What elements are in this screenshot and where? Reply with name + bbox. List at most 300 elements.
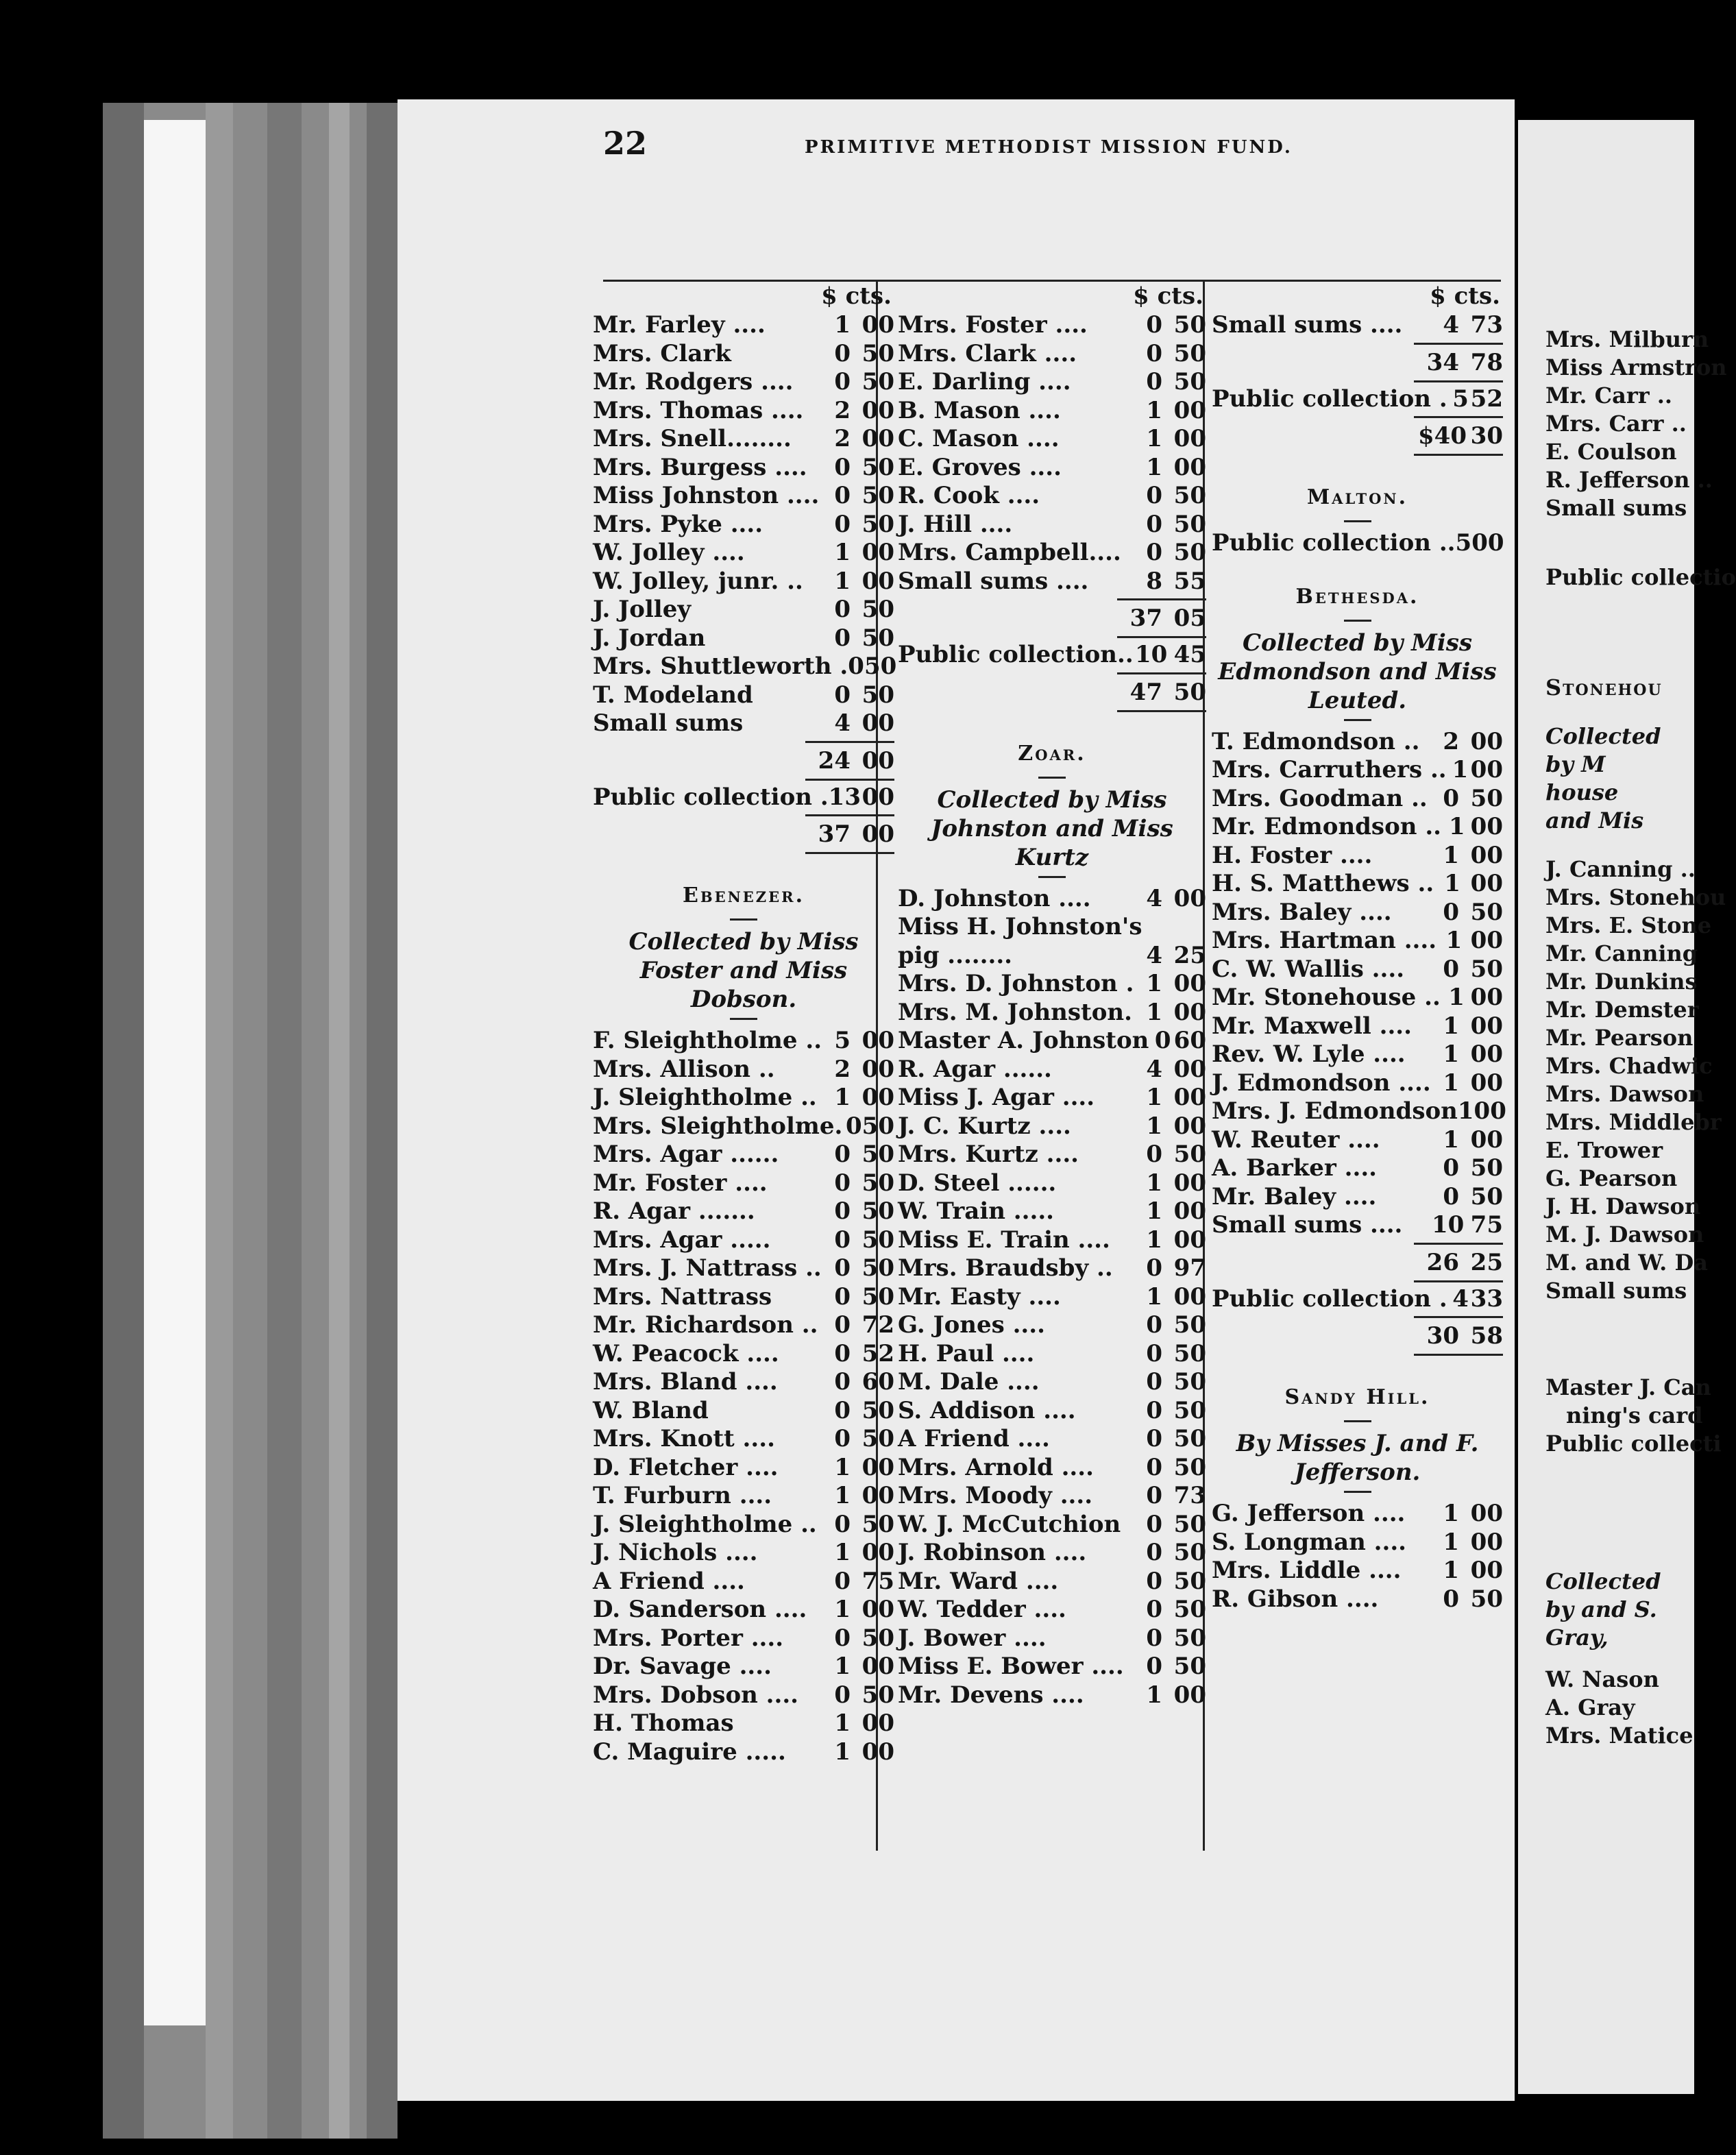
amount-cents: 52 (861, 1339, 894, 1367)
ledger-row (898, 1084, 1206, 1112)
amount-dollars: 4 (1146, 884, 1162, 912)
ledger-row (898, 1112, 1206, 1141)
ledger-row (593, 311, 894, 340)
amount-cents: 00 (861, 567, 894, 595)
fragment-line (1545, 592, 1724, 674)
donor-name: A Friend .... (898, 1425, 1050, 1452)
amount-dollars: 0 (1443, 784, 1459, 812)
ledger-row (898, 1141, 1206, 1169)
amount-cents: 00 (1173, 1226, 1206, 1254)
ledger-row (593, 1454, 894, 1483)
ledger-row (1212, 813, 1503, 842)
amount-cents: 00 (861, 1653, 894, 1680)
amount-cents: 00 (861, 1709, 894, 1737)
ledger-row (593, 1709, 894, 1738)
amount-cents: 00 (861, 1596, 894, 1623)
amount-cents: 50 (1173, 1567, 1206, 1595)
amount-dollars: 4 (1146, 1055, 1162, 1083)
donor-name: H. Thomas (593, 1709, 734, 1737)
donor-name: D. Sanderson .... (593, 1596, 807, 1623)
amount-cents: 50 (861, 1141, 894, 1168)
amount-cents: 00 (1470, 756, 1503, 783)
section-dash (1344, 1420, 1371, 1422)
amount-cents: 50 (861, 1396, 894, 1424)
donor-name: Mr. Rodgers .... (593, 368, 794, 395)
amount-dollars: 1 (1146, 396, 1162, 424)
amount-dollars: 0 (834, 596, 851, 623)
ledger-row (593, 783, 894, 812)
fragment-line: Mr. Dunkins (1545, 969, 1698, 995)
amount-cents: 50 (1470, 784, 1503, 812)
donor-name: Mr. Stonehouse .. (1212, 984, 1441, 1011)
donor-name: Mr. Baley .... (1212, 1182, 1377, 1210)
collectors-note: Collected by Miss Edmondson and Miss Leuted. (1218, 629, 1497, 714)
section-dash (730, 1018, 757, 1020)
amount-dollars: 2 (834, 425, 851, 452)
ledger-row (898, 1454, 1206, 1483)
ledger-row (898, 1425, 1206, 1454)
ledger-row (898, 397, 1206, 426)
donor-name: Mr. Ward .... (898, 1567, 1059, 1595)
amount-dollars: 1 (834, 1482, 851, 1509)
total-dollars: 26 (1426, 1248, 1459, 1276)
ledger-row (898, 1511, 1206, 1539)
donor-name: W. Reuter .... (1212, 1125, 1380, 1154)
amount-dollars: 0 (834, 368, 851, 395)
donor-name: Public collection .. (1212, 529, 1456, 557)
donor-name: Mr. Richardson .. (593, 1311, 818, 1339)
amount-dollars: 13 (828, 783, 861, 811)
amount-dollars: 0 (1146, 1453, 1162, 1481)
donor-name: Master A. Johnston (898, 1027, 1149, 1054)
donor-name: J. Edmondson .... (1212, 1069, 1431, 1097)
ledger-row (898, 1340, 1206, 1369)
amount-dollars: 4 (1443, 311, 1459, 339)
donor-name: H. Paul .... (898, 1339, 1035, 1367)
fragment-line: Mrs. Dawson (1545, 1081, 1704, 1107)
ledger-row (898, 511, 1206, 539)
donor-name: Miss E. Bower .... (898, 1653, 1124, 1680)
amount-dollars: 1 (1146, 1681, 1162, 1709)
ledger-column-1 (593, 281, 897, 1766)
total-rule (1414, 1243, 1503, 1245)
donor-name: C. Maguire ..... (593, 1738, 786, 1766)
donor-name: J. Jolley (593, 596, 692, 623)
ledger-row (593, 1425, 894, 1454)
donor-name: Public collection.. (898, 641, 1134, 668)
ledger-row (898, 311, 1206, 340)
ledger-row (593, 1511, 894, 1539)
ledger-row (898, 454, 1206, 483)
donor-name: A. Barker .... (1212, 1154, 1378, 1182)
amount-dollars: 1 (1146, 1112, 1162, 1140)
fragment-line: A. Gray (1545, 1694, 1635, 1720)
ledger-row (593, 681, 894, 710)
ledger-row (593, 1027, 894, 1056)
amount-dollars: 0 (1146, 482, 1162, 509)
total-dollars: 24 (818, 746, 851, 775)
ledger-row (593, 1112, 894, 1141)
amount-cents: 50 (1173, 368, 1206, 395)
amount-dollars: 1 (1146, 453, 1162, 481)
spacer (593, 857, 894, 877)
donor-name: Mrs. J. Edmondson (1212, 1097, 1458, 1125)
ledger-row (1212, 1040, 1503, 1069)
fragment-line: Miss Armstron (1545, 354, 1727, 380)
ledger-row (1212, 1529, 1503, 1557)
fragment-line: Mr. Pearson (1545, 1025, 1694, 1051)
total-rule (1117, 710, 1206, 712)
total-rule (1414, 1280, 1503, 1282)
amount-dollars: 0 (1146, 1539, 1162, 1566)
amount-cents: 50 (1470, 1585, 1503, 1613)
page-number: 22 (603, 125, 648, 162)
donor-name: Mrs. M. Johnston. (898, 998, 1132, 1026)
amount-dollars: 1 (1452, 756, 1469, 783)
donor-name: Mrs. Baley .... (1212, 898, 1392, 926)
ledger-row (593, 1254, 894, 1283)
amount-dollars: 0 (1443, 1154, 1459, 1182)
amount-dollars: 1 (1443, 841, 1459, 869)
amount-cents: 50 (861, 368, 894, 395)
ledger-row (1212, 1097, 1506, 1126)
ledger-row (1212, 870, 1503, 899)
ledger-row (1212, 955, 1503, 984)
total-cents: 05 (1173, 605, 1206, 632)
donor-name: Mrs. Arnold .... (898, 1453, 1094, 1481)
ledger-row (1212, 842, 1503, 870)
amount-cents: 00 (1173, 1055, 1206, 1083)
donor-name: W. Train ..... (898, 1197, 1054, 1225)
amount-dollars: 0 (1146, 1596, 1162, 1623)
donor-name: R. Gibson .... (1212, 1585, 1379, 1613)
section-dash (1038, 777, 1066, 779)
amount-cents: 50 (861, 1197, 894, 1225)
amount-dollars: 10 (1432, 1211, 1465, 1239)
donor-name: G. Jefferson .... (1212, 1500, 1406, 1527)
total-dollars: 30 (1426, 1322, 1459, 1350)
amount-cents: 00 (1470, 1125, 1503, 1154)
total-dollars: 47 (1129, 678, 1162, 706)
ledger-row (1212, 1012, 1503, 1041)
amount-dollars: 5 (834, 1027, 851, 1054)
donor-name: D. Fletcher .... (593, 1453, 779, 1481)
donor-name: C. W. Wallis .... (1212, 955, 1405, 983)
donor-name: Mrs. Allison .. (593, 1055, 775, 1083)
ledger-row (898, 1653, 1206, 1681)
amount-dollars: 0 (1146, 1425, 1162, 1452)
amount-cents: 00 (861, 1055, 894, 1083)
ledger-row (593, 1169, 894, 1198)
amount-dollars: 0 (1146, 1368, 1162, 1396)
ledger-row (1212, 899, 1503, 927)
amount-dollars: 1 (1443, 1125, 1459, 1154)
amount-cents: 50 (861, 453, 894, 481)
donor-name: E. Darling .... (898, 368, 1071, 395)
amount-dollars: 1 (1444, 870, 1460, 897)
fragment-line: Collected by and S. Gray, (1545, 1568, 1661, 1651)
subtotal (593, 746, 894, 776)
ledger-row (898, 1283, 1206, 1312)
amount-cents: 50 (1173, 1510, 1206, 1538)
fragment-line (1545, 522, 1724, 563)
amount-cents: 50 (861, 1681, 894, 1709)
donor-name: S. Addison .... (898, 1396, 1076, 1424)
amount-cents: 00 (1470, 1528, 1503, 1556)
cents-label: cts. (1454, 282, 1500, 310)
fragment-line: J. Canning .. (1545, 856, 1696, 882)
total-dollars: $40 (1418, 422, 1467, 450)
donor-name: W. Peacock .... (593, 1339, 779, 1367)
amount-cents: 00 (861, 1453, 894, 1481)
amount-cents: 50 (1470, 1154, 1503, 1182)
donor-name: T. Modeland (593, 681, 753, 709)
amount-cents: 50 (861, 624, 894, 652)
amount-cents: 73 (1470, 311, 1503, 339)
fragment-line: Stonehou (1545, 674, 1663, 701)
donor-name: J. Nichols .... (593, 1539, 758, 1566)
donor-name: J. C. Kurtz .... (898, 1112, 1071, 1140)
ledger-row (593, 1283, 894, 1312)
total-rule (805, 779, 894, 781)
amount-cents: 50 (1173, 1396, 1206, 1424)
donor-name: Mrs. Bland .... (593, 1368, 778, 1396)
amount-cents: 52 (1470, 385, 1503, 413)
ledger-column-3 (1212, 281, 1506, 1614)
section-heading: Sandy Hill. (1284, 1385, 1430, 1409)
donor-name: G. Jones .... (898, 1311, 1045, 1339)
amount-dollars: 1 (1448, 984, 1465, 1011)
ledger-row (593, 368, 894, 397)
ledger-row (1212, 1126, 1503, 1155)
amount-dollars: 0 (834, 482, 851, 509)
ledger-row (1212, 1557, 1503, 1585)
amount-dollars: 0 (834, 624, 851, 652)
amount-dollars: 0 (834, 1169, 851, 1197)
amount-cents: 50 (861, 1226, 894, 1254)
total-rule (1414, 1316, 1503, 1318)
donor-name: Mrs. J. Nattrass .. (593, 1254, 822, 1282)
amount-dollars: 0 (1146, 1311, 1162, 1339)
donor-name: W. Jolley, junr. .. (593, 567, 803, 595)
amount-cents: 00 (1470, 1012, 1503, 1040)
amount-cents: 00 (861, 783, 894, 811)
amount-cents: 50 (861, 1425, 894, 1452)
ledger-row (898, 1624, 1206, 1653)
amount-dollars: 1 (1443, 1012, 1459, 1040)
ledger-row (593, 1340, 894, 1369)
fragment-line: Mr. Carr .. (1545, 382, 1672, 409)
amount-cents: 55 (1173, 567, 1206, 595)
amount-dollars: 4 (1452, 1285, 1469, 1313)
donor-name: D. Johnston .... (898, 884, 1091, 912)
amount-dollars: 0 (834, 1141, 851, 1168)
amount-cents: 50 (861, 1282, 894, 1311)
total-dollars: 37 (1129, 605, 1162, 632)
amount-cents: 50 (1173, 1311, 1206, 1339)
amount-dollars: 0 (834, 681, 851, 709)
section-heading: Zoar. (1018, 741, 1086, 766)
cents-label: cts. (845, 282, 892, 310)
donor-name: E. Groves .... (898, 453, 1062, 481)
total-dollars: 37 (818, 820, 851, 848)
ledger-row (593, 1653, 894, 1681)
ledger-row (1212, 984, 1503, 1012)
amount-cents: 00 (1173, 998, 1206, 1026)
amount-cents: 00 (1470, 1069, 1503, 1097)
donor-name: Rev. W. Lyle .... (1212, 1040, 1406, 1068)
donor-name: Mrs. Campbell.... (898, 539, 1121, 566)
donor-name: Mrs. Knott .... (593, 1425, 775, 1452)
amount-cents: 00 (1470, 1557, 1503, 1584)
running-head: PRIMITIVE METHODIST MISSION FUND. (805, 137, 1293, 158)
ledger-row (1212, 311, 1503, 340)
ledger-row (593, 1539, 894, 1568)
amount-dollars: 1 (834, 539, 851, 566)
donor-name: Mrs. Moody .... (898, 1482, 1093, 1509)
ledger-row (593, 653, 897, 681)
ledger-row (593, 340, 894, 369)
section-dash (730, 918, 757, 921)
ledger-row (1212, 1154, 1503, 1183)
amount-dollars: 0 (834, 1567, 851, 1595)
currency-header (593, 281, 894, 311)
amount-cents: 00 (861, 539, 894, 566)
right-page (1518, 120, 1736, 2094)
ledger-row (593, 511, 894, 539)
amount-dollars: 4 (1146, 941, 1162, 969)
fragment-line: Public collecti (1545, 1430, 1722, 1457)
amount-cents: 00 (1470, 1500, 1503, 1527)
amount-dollars: 1 (1146, 1282, 1162, 1311)
donor-name: Dr. Savage .... (593, 1653, 772, 1680)
ledger-row (898, 1368, 1206, 1397)
amount-cents: 50 (864, 653, 897, 680)
fragment-line: Mrs. Chadwic (1545, 1053, 1713, 1079)
ledger-column-2 (898, 281, 1206, 1709)
amount-cents: 00 (1173, 1282, 1206, 1311)
ledger-row (1212, 1183, 1503, 1212)
ledger-row (898, 1596, 1206, 1624)
amount-dollars: 0 (1146, 1396, 1162, 1424)
subtotal (898, 603, 1206, 633)
total-rule (1414, 343, 1503, 345)
ledger-row (593, 1681, 894, 1710)
ledger-row (898, 1254, 1206, 1283)
amount-cents: 60 (1173, 1027, 1206, 1054)
section-dash (1038, 876, 1066, 878)
ledger-row (898, 1568, 1206, 1596)
donor-name: D. Steel ...... (898, 1169, 1057, 1197)
total-cents: 00 (861, 746, 894, 775)
donor-name: Mrs. Agar ...... (593, 1141, 779, 1168)
ledger-row (1212, 1585, 1503, 1614)
amount-dollars: 1 (1146, 1226, 1162, 1254)
fragment-line: W. Nason (1545, 1666, 1659, 1692)
amount-cents: 50 (861, 482, 894, 509)
donor-name: Mrs. D. Johnston . (898, 970, 1134, 997)
amount-cents: 00 (1470, 813, 1503, 840)
donor-name: Mrs. Foster .... (898, 311, 1088, 339)
total-cents: 78 (1470, 348, 1503, 376)
fragment-line: R. Jefferson .. (1545, 467, 1713, 493)
amount-cents: 50 (1173, 339, 1206, 367)
fragment-line: ning's card (1566, 1402, 1703, 1428)
donor-name: Mr. Edmondson .. (1212, 813, 1441, 840)
ledger-row (898, 368, 1206, 397)
amount-cents: 50 (861, 1254, 894, 1282)
total-rule (1414, 380, 1503, 382)
ledger-row (593, 1141, 894, 1169)
amount-cents: 50 (1173, 1453, 1206, 1481)
donor-name: Mrs. Carruthers .. (1212, 756, 1447, 783)
amount-cents: 33 (1470, 1285, 1503, 1313)
donor-name: Mrs. Kurtz .... (898, 1141, 1079, 1168)
ledger-row (1212, 785, 1503, 814)
donor-name: Public collection . (1212, 385, 1447, 413)
donor-name: Miss J. Agar .... (898, 1084, 1095, 1111)
fragment-line: Mr. Demster (1545, 997, 1699, 1023)
amount-cents: 97 (1173, 1254, 1206, 1282)
amount-dollars: 4 (834, 709, 851, 737)
fragment-line: G. Pearson (1545, 1165, 1678, 1191)
amount-cents: 00 (861, 1738, 894, 1766)
currency-header (898, 281, 1206, 311)
amount-dollars: 0 (1443, 898, 1459, 926)
amount-cents: 75 (1470, 1211, 1503, 1239)
ledger-row (593, 1568, 894, 1596)
total-rule (1414, 1354, 1503, 1356)
section-dash (1344, 620, 1371, 622)
currency-header (1212, 281, 1503, 311)
ledger-row (898, 1397, 1206, 1426)
amount-cents: 50 (861, 1112, 894, 1140)
donor-name: J. Bower .... (898, 1624, 1047, 1652)
spacer (1212, 459, 1503, 479)
amount-dollars: 1 (1457, 1097, 1474, 1125)
amount-dollars: 0 (1146, 1624, 1162, 1652)
fragment-line: Mrs. E. Stone (1545, 912, 1712, 938)
ledger-row (1212, 385, 1503, 414)
amount-dollars: 0 (1146, 1510, 1162, 1538)
amount-dollars: 0 (1146, 539, 1162, 566)
total-rule (1414, 416, 1503, 418)
dollar-sign: $ (821, 282, 838, 310)
donor-name: A Friend .... (593, 1567, 745, 1595)
donor-name: Mrs. Shuttleworth . (593, 653, 848, 680)
ledger-row (898, 1482, 1206, 1511)
amount-dollars: 1 (834, 1084, 851, 1111)
total-rule (805, 814, 894, 816)
ledger-row (593, 1311, 894, 1340)
ledger-row (1212, 1211, 1503, 1240)
amount-dollars: 2 (1443, 727, 1459, 755)
fragment-line: Collected by M house and Mis (1545, 723, 1661, 833)
amount-dollars: 0 (1443, 1182, 1459, 1210)
total-rule (805, 852, 894, 854)
amount-dollars: 0 (1146, 311, 1162, 339)
section-heading: Malton. (1306, 485, 1408, 509)
donor-name: W. Tedder .... (898, 1596, 1066, 1623)
amount-cents: 00 (861, 1539, 894, 1566)
ledger-row (898, 942, 1206, 971)
amount-cents: 50 (861, 596, 894, 623)
amount-cents: 50 (861, 1510, 894, 1538)
amount-cents: 00 (1470, 1040, 1503, 1068)
amount-cents: 00 (1173, 1197, 1206, 1225)
subtotal (1212, 1247, 1503, 1278)
ledger-row (898, 1169, 1206, 1198)
